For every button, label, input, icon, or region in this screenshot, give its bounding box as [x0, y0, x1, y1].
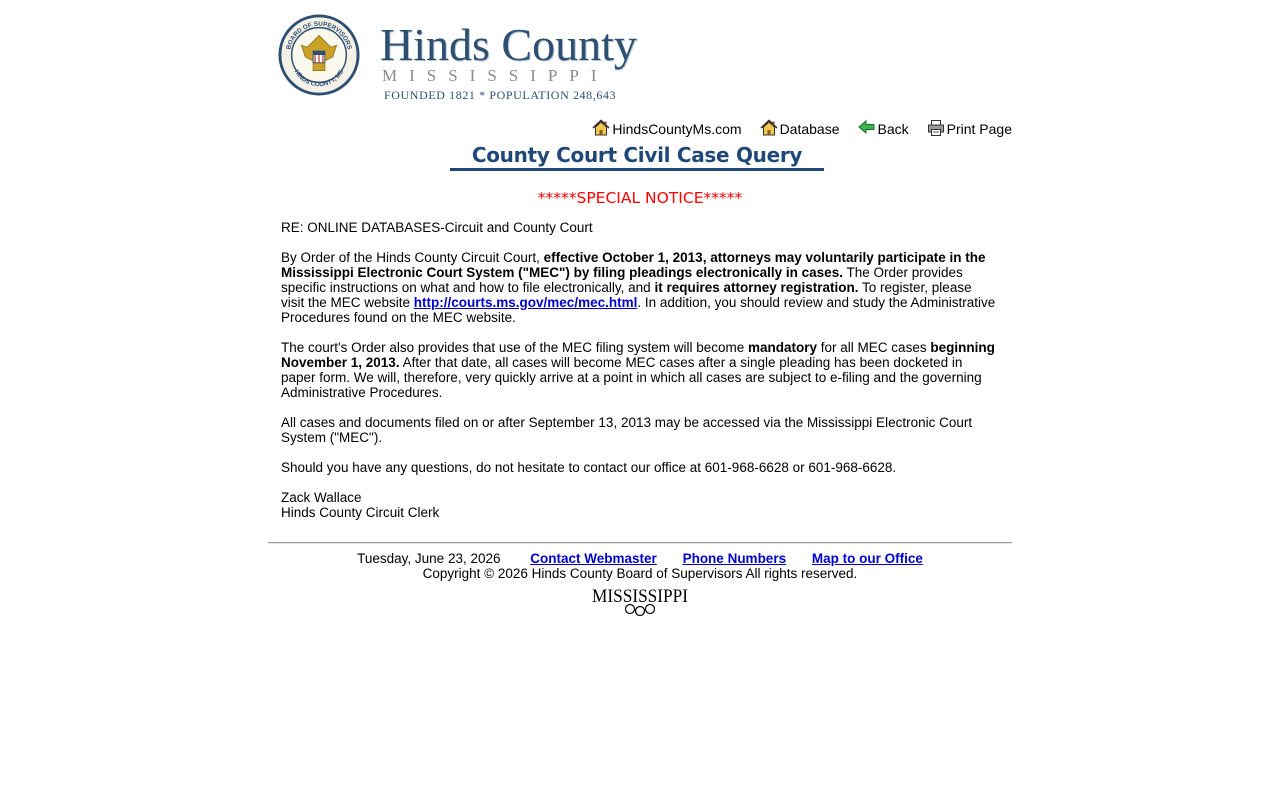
state-name: MISSISSIPPI [382, 66, 609, 85]
back-arrow-icon [858, 119, 876, 137]
nav-label: Database [779, 121, 840, 137]
top-nav [574, 119, 1012, 137]
nav-label: HindsCountyMs.com [612, 121, 742, 137]
paragraph-contact: Should you have any questions, do not hesitate to contact our office at 601-968-6628 or 601-968-6628. [281, 460, 897, 475]
notice-body [281, 220, 997, 520]
signature-name: Zack Wallace [281, 490, 362, 505]
nav-label: Print Page [946, 121, 1012, 137]
special-notice-heading: *****SPECIAL NOTICE***** [537, 189, 743, 207]
text: for all MEC cases [817, 340, 931, 355]
svg-text:MISSISSIPPI: MISSISSIPPI [592, 586, 688, 607]
paragraph-mandatory [281, 340, 997, 400]
page-title-banner [450, 142, 824, 171]
current-date: Tuesday, June 23, 2026 [357, 551, 501, 566]
mec-website-link[interactable]: http://courts.ms.gov/mec/mec.html [413, 295, 638, 310]
text: The Order provides specific instructions on what and how to file electronically, and [281, 265, 963, 295]
page-title: County Court Civil Case Query [471, 143, 803, 167]
site-footer [268, 551, 1012, 619]
svg-text:HINDS COUNTY, MS: HINDS COUNTY, MS [292, 68, 346, 89]
nav-print[interactable] [927, 119, 1012, 137]
bold-text: it requires attorney registration. [654, 280, 859, 295]
map-to-office-link[interactable]: Map to our Office [811, 551, 923, 566]
founded-population: FOUNDED 1821 * POPULATION 248,643 [384, 88, 617, 102]
nav-hindscountyms[interactable] [592, 119, 741, 137]
nav-database[interactable] [760, 119, 840, 137]
footer-links-row [268, 551, 1012, 566]
mississippi-logo [590, 585, 690, 619]
page [268, 0, 1012, 800]
text: After that date, all cases will become MEC cases after a single pleading has been docketed in paper form. We will, therefore, very quickly arrive at a point in which all cases are subject to e-filing and the governing Administrative Procedures. [281, 355, 982, 400]
county-seal-logo [278, 14, 360, 96]
printer-icon [927, 119, 945, 137]
svg-text:BOARD OF SUPERVISORS: BOARD OF SUPERVISORS [285, 20, 353, 51]
signature-title: Hinds County Circuit Clerk [281, 505, 440, 520]
text: . In addition, you should review and study the Administrative Procedures found on the MEC website. [281, 295, 996, 325]
phone-numbers-link[interactable]: Phone Numbers [682, 551, 787, 566]
nav-back[interactable] [858, 119, 909, 137]
re-line: RE: ONLINE DATABASES-Circuit and County Court [281, 220, 593, 235]
bold-text: mandatory [748, 340, 818, 355]
site-header [276, 12, 676, 104]
text: The court's Order also provides that use of the MEC filing system will become [281, 340, 749, 355]
text: To register, please visit the MEC website [281, 280, 972, 310]
nav-label: Back [877, 121, 909, 137]
signature [281, 490, 997, 520]
copyright: Copyright © 2026 Hinds County Board of Supervisors All rights reserved. [422, 566, 858, 581]
text: By Order of the Hinds County Circuit Court, [281, 250, 544, 265]
bold-text: beginning November 1, 2013. [281, 340, 995, 370]
county-name: Hinds County [380, 19, 637, 70]
home-icon [760, 119, 778, 137]
contact-webmaster-link[interactable]: Contact Webmaster [530, 551, 657, 566]
home-icon [592, 119, 610, 137]
bold-text: effective October 1, 2013, attorneys may voluntarily participate in the Mississippi Electronic Court System ("MEC") by filing pleadings electronically in cases. [281, 250, 986, 280]
footer-divider [268, 542, 1012, 544]
paragraph-order [281, 250, 997, 325]
paragraph-access: All cases and documents filed on or after September 13, 2013 may be accessed via the Mississippi Electronic Court System ("MEC"). [281, 415, 973, 445]
title-underline [450, 168, 824, 171]
